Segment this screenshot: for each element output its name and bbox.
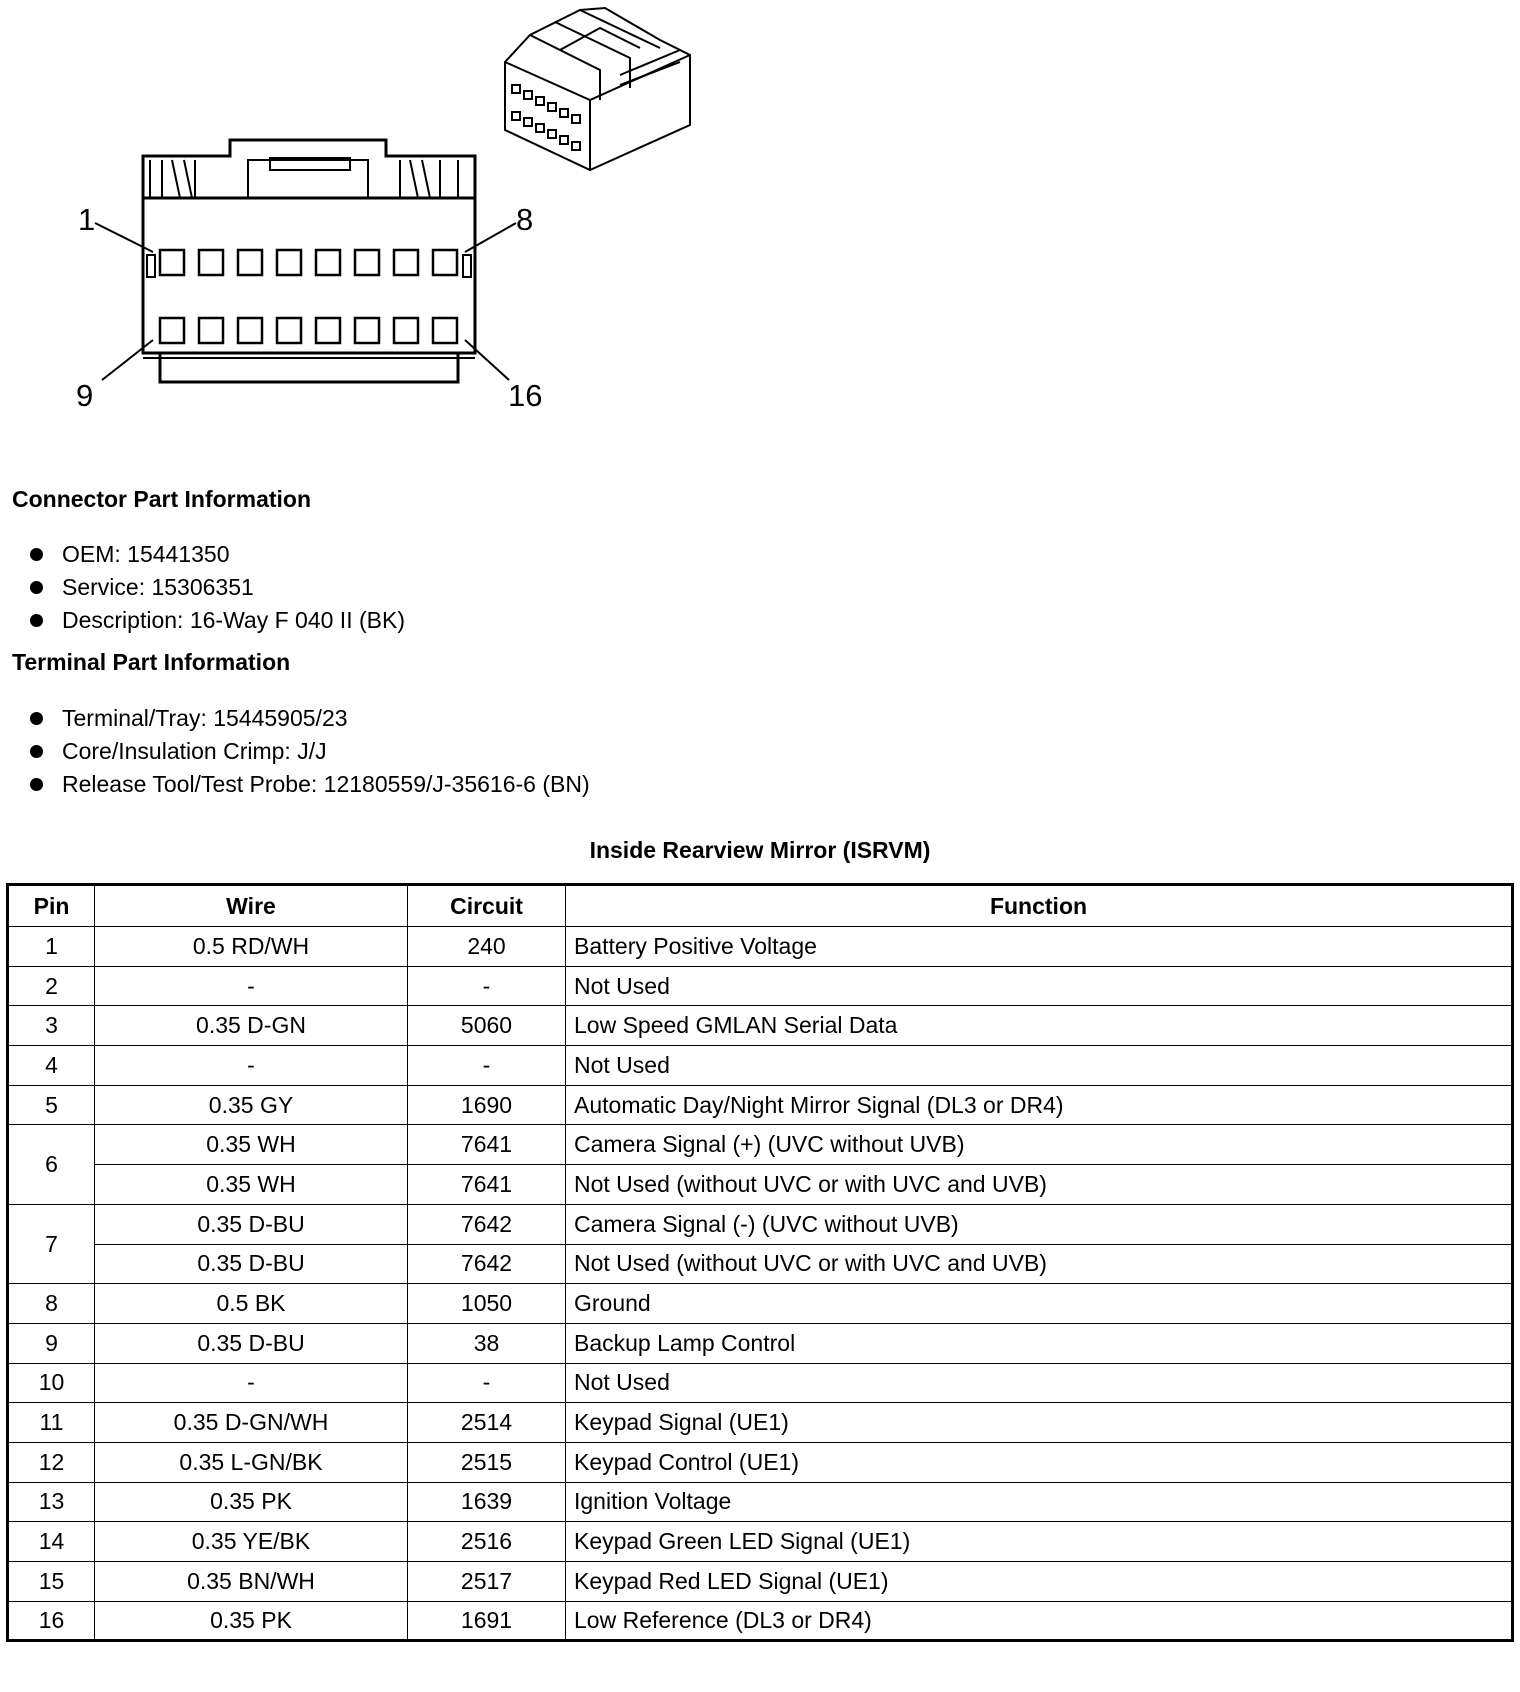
table-row <box>8 1363 1513 1403</box>
cell-wire: 0.35 D-GN <box>95 1006 408 1046</box>
cell-circuit: 2515 <box>408 1442 566 1482</box>
cell-wire: 0.35 D-BU <box>95 1244 408 1284</box>
cell-wire: 0.35 L-GN/BK <box>95 1442 408 1482</box>
pin-table <box>6 883 1514 1642</box>
cell-wire: 0.35 D-GN/WH <box>95 1403 408 1443</box>
table-row <box>8 1125 1513 1165</box>
table-row <box>8 1046 1513 1086</box>
bullet-icon <box>30 778 43 791</box>
cell-function: Not Used (without UVC or with UVC and UVB) <box>566 1244 1513 1284</box>
terminal-part-info-list <box>30 702 590 801</box>
cell-wire: 0.35 PK <box>95 1601 408 1641</box>
header-circuit: Circuit <box>408 885 566 927</box>
table-row <box>8 1442 1513 1482</box>
cell-pin: 2 <box>8 966 95 1006</box>
table-row <box>8 1204 1513 1244</box>
cell-circuit: 38 <box>408 1323 566 1363</box>
list-item: Release Tool/Test Probe: 12180559/J-35616-6 (BN) <box>30 768 590 801</box>
cell-pin: 12 <box>8 1442 95 1482</box>
cell-pin: 7 <box>8 1204 95 1283</box>
table-row <box>8 1522 1513 1562</box>
cell-pin: 3 <box>8 1006 95 1046</box>
cell-pin: 11 <box>8 1403 95 1443</box>
cell-function: Low Reference (DL3 or DR4) <box>566 1601 1513 1641</box>
cell-pin: 10 <box>8 1363 95 1403</box>
table-row <box>8 1601 1513 1641</box>
cell-function: Backup Lamp Control <box>566 1323 1513 1363</box>
cell-function: Automatic Day/Night Mirror Signal (DL3 or DR4) <box>566 1085 1513 1125</box>
connector-diagram <box>0 0 760 440</box>
connector-part-info-list <box>30 538 405 637</box>
bottom-row-cavities <box>160 318 457 343</box>
cell-function: Battery Positive Voltage <box>566 927 1513 967</box>
cell-pin: 14 <box>8 1522 95 1562</box>
pin-label-8: 8 <box>516 202 534 237</box>
cell-wire: 0.35 D-BU <box>95 1204 408 1244</box>
cell-circuit: 7641 <box>408 1125 566 1165</box>
cell-pin: 8 <box>8 1284 95 1324</box>
cell-circuit: - <box>408 1363 566 1403</box>
cell-wire: 0.5 RD/WH <box>95 927 408 967</box>
cell-wire: - <box>95 966 408 1006</box>
header-pin: Pin <box>8 885 95 927</box>
cell-wire: 0.35 PK <box>95 1482 408 1522</box>
cell-function: Not Used <box>566 1046 1513 1086</box>
cell-function: Ignition Voltage <box>566 1482 1513 1522</box>
cell-wire: 0.35 YE/BK <box>95 1522 408 1562</box>
cell-circuit: 2517 <box>408 1562 566 1602</box>
connector-face-drawing <box>0 0 760 440</box>
bullet-icon <box>30 712 43 725</box>
cell-wire: 0.35 D-BU <box>95 1323 408 1363</box>
table-row <box>8 1165 1513 1205</box>
table-row <box>8 1562 1513 1602</box>
list-item: OEM: 15441350 <box>30 538 405 571</box>
cell-function: Keypad Green LED Signal (UE1) <box>566 1522 1513 1562</box>
cell-pin: 13 <box>8 1482 95 1522</box>
bullet-icon <box>30 581 43 594</box>
terminal-part-info-heading: Terminal Part Information <box>12 649 291 675</box>
cell-wire: 0.35 WH <box>95 1125 408 1165</box>
table-row <box>8 1403 1513 1443</box>
table-row <box>8 1323 1513 1363</box>
cell-circuit: 1690 <box>408 1085 566 1125</box>
connector-isometric-drawing <box>505 8 690 170</box>
cell-wire: 0.35 BN/WH <box>95 1562 408 1602</box>
cell-circuit: - <box>408 966 566 1006</box>
bullet-icon <box>30 745 43 758</box>
bullet-icon <box>30 614 43 627</box>
cell-function: Keypad Red LED Signal (UE1) <box>566 1562 1513 1602</box>
cell-function: Not Used <box>566 1363 1513 1403</box>
cell-pin: 15 <box>8 1562 95 1602</box>
cell-function: Low Speed GMLAN Serial Data <box>566 1006 1513 1046</box>
cell-circuit: 1691 <box>408 1601 566 1641</box>
cell-wire: - <box>95 1046 408 1086</box>
cell-function: Camera Signal (+) (UVC without UVB) <box>566 1125 1513 1165</box>
header-function: Function <box>566 885 1513 927</box>
table-title: Inside Rearview Mirror (ISRVM) <box>589 837 931 863</box>
pin-label-16: 16 <box>508 378 543 413</box>
cell-pin: 1 <box>8 927 95 967</box>
cell-function: Camera Signal (-) (UVC without UVB) <box>566 1204 1513 1244</box>
top-row-cavities <box>160 250 457 275</box>
cell-circuit: 7641 <box>408 1165 566 1205</box>
cell-circuit: 240 <box>408 927 566 967</box>
table-row <box>8 1284 1513 1324</box>
cell-pin: 5 <box>8 1085 95 1125</box>
cell-circuit: 5060 <box>408 1006 566 1046</box>
list-item: Service: 15306351 <box>30 571 405 604</box>
cell-function: Not Used (without UVC or with UVC and UVB) <box>566 1165 1513 1205</box>
cell-function: Keypad Control (UE1) <box>566 1442 1513 1482</box>
pin-label-1: 1 <box>78 202 96 237</box>
cell-wire: 0.5 BK <box>95 1284 408 1324</box>
cell-wire: 0.35 GY <box>95 1085 408 1125</box>
table-row <box>8 1244 1513 1284</box>
cell-pin: 9 <box>8 1323 95 1363</box>
cell-pin: 4 <box>8 1046 95 1086</box>
table-row <box>8 1006 1513 1046</box>
cell-function: Not Used <box>566 966 1513 1006</box>
table-row <box>8 966 1513 1006</box>
cell-circuit: 2514 <box>408 1403 566 1443</box>
cell-wire: - <box>95 1363 408 1403</box>
cell-circuit: 1050 <box>408 1284 566 1324</box>
cell-circuit: 2516 <box>408 1522 566 1562</box>
cell-pin: 16 <box>8 1601 95 1641</box>
header-wire: Wire <box>95 885 408 927</box>
cell-circuit: 7642 <box>408 1244 566 1284</box>
list-item: Core/Insulation Crimp: J/J <box>30 735 590 768</box>
bullet-icon <box>30 548 43 561</box>
cell-function: Ground <box>566 1284 1513 1324</box>
cell-circuit: - <box>408 1046 566 1086</box>
connector-part-info-heading: Connector Part Information <box>12 486 312 512</box>
cell-circuit: 7642 <box>408 1204 566 1244</box>
cell-wire: 0.35 WH <box>95 1165 408 1205</box>
cell-circuit: 1639 <box>408 1482 566 1522</box>
table-row <box>8 1482 1513 1522</box>
cell-pin: 6 <box>8 1125 95 1204</box>
list-item: Description: 16-Way F 040 II (BK) <box>30 604 405 637</box>
list-item: Terminal/Tray: 15445905/23 <box>30 702 590 735</box>
pin-label-9: 9 <box>76 378 94 413</box>
cell-function: Keypad Signal (UE1) <box>566 1403 1513 1443</box>
table-row <box>8 927 1513 967</box>
table-header-row <box>8 885 1513 927</box>
table-row <box>8 1085 1513 1125</box>
